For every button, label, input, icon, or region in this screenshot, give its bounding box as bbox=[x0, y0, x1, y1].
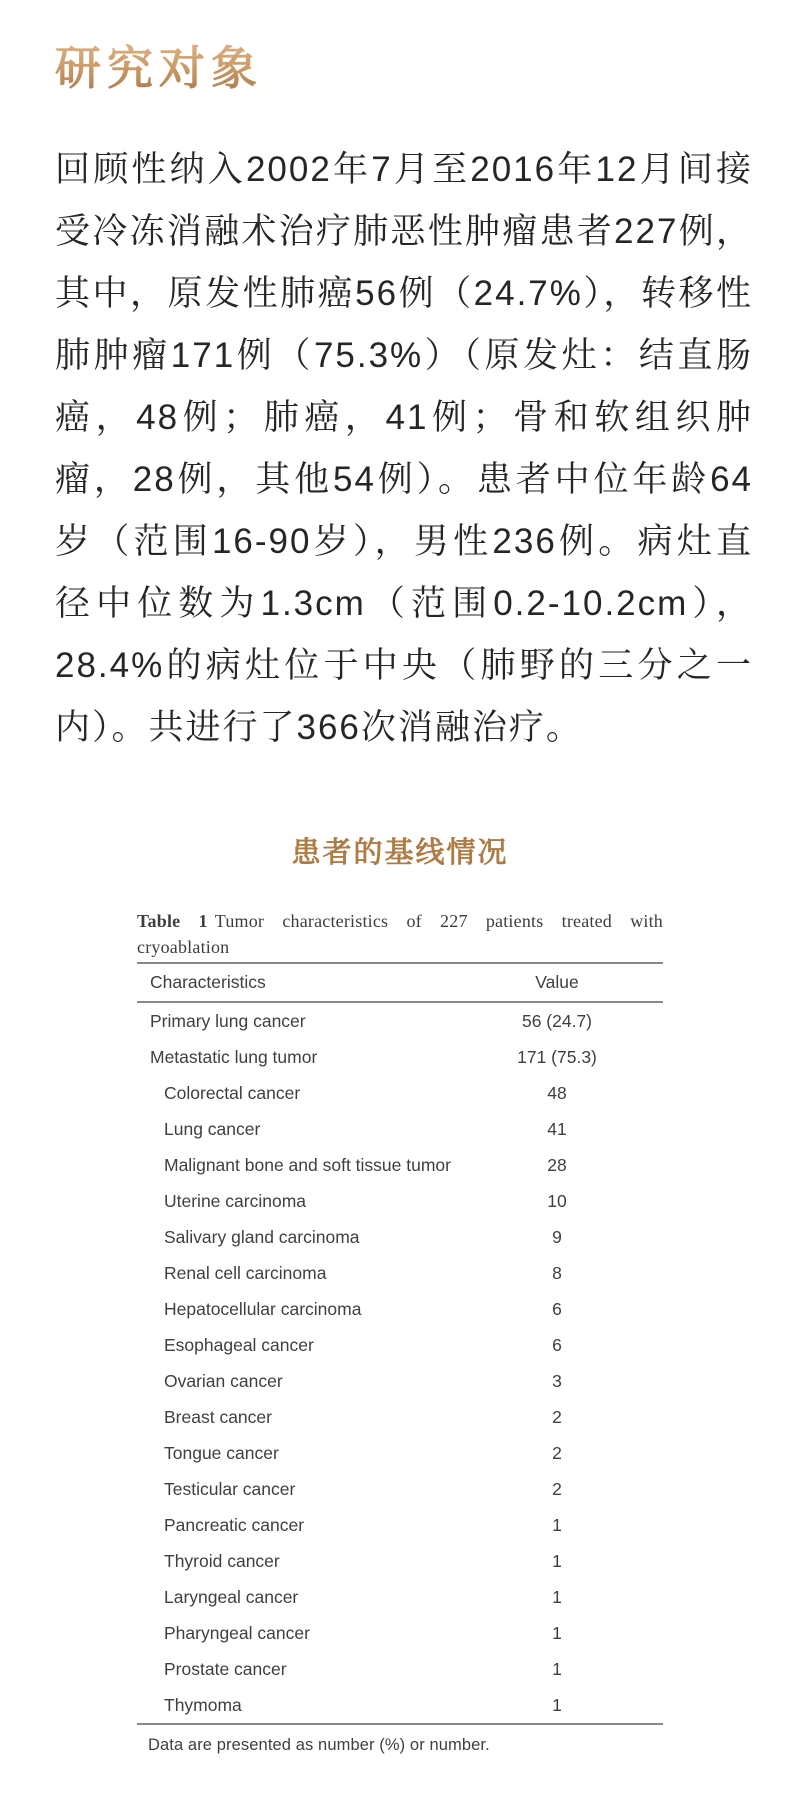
row-value: 6 bbox=[552, 1334, 562, 1355]
table-row bbox=[137, 1003, 663, 1039]
table-caption-label: Table 1 bbox=[137, 911, 208, 931]
table-row bbox=[137, 1687, 663, 1723]
row-label: Uterine carcinoma bbox=[164, 1190, 306, 1211]
table-header-row bbox=[137, 964, 663, 1003]
row-value: 1 bbox=[552, 1514, 562, 1535]
table-caption-text: Tumor characteristics of 227 patients treated with cryoablation bbox=[137, 911, 663, 957]
row-label: Metastatic lung tumor bbox=[150, 1046, 318, 1067]
row-label: Thyroid cancer bbox=[164, 1550, 280, 1571]
table-row bbox=[137, 1651, 663, 1687]
table-row bbox=[137, 1183, 663, 1219]
table-body bbox=[137, 1003, 663, 1725]
table-footnote: Data are presented as number (%) or number. bbox=[148, 1736, 490, 1754]
row-label: Renal cell carcinoma bbox=[164, 1262, 327, 1283]
data-table bbox=[137, 962, 663, 1725]
table-row bbox=[137, 1111, 663, 1147]
row-label: Tongue cancer bbox=[164, 1442, 279, 1463]
row-value: 41 bbox=[547, 1118, 567, 1139]
row-label: Ovarian cancer bbox=[164, 1370, 283, 1391]
row-label: Malignant bone and soft tissue tumor bbox=[164, 1154, 451, 1175]
table-row bbox=[137, 1543, 663, 1579]
row-label: Breast cancer bbox=[164, 1406, 272, 1427]
row-label: Pharyngeal cancer bbox=[164, 1622, 310, 1643]
row-label: Testicular cancer bbox=[164, 1478, 296, 1499]
row-value: 6 bbox=[552, 1298, 562, 1319]
row-value: 2 bbox=[552, 1406, 562, 1427]
table-row bbox=[137, 1219, 663, 1255]
table-row bbox=[137, 1507, 663, 1543]
table-row bbox=[137, 1255, 663, 1291]
row-label: Hepatocellular carcinoma bbox=[164, 1298, 362, 1319]
table-row bbox=[137, 1327, 663, 1363]
table-row bbox=[137, 1471, 663, 1507]
row-label: Lung cancer bbox=[164, 1118, 261, 1139]
row-label: Colorectal cancer bbox=[164, 1082, 301, 1103]
row-value: 56 (24.7) bbox=[521, 1010, 593, 1031]
row-value: 171 (75.3) bbox=[517, 1046, 597, 1067]
row-label: Thymoma bbox=[164, 1694, 242, 1715]
row-label: Salivary gland carcinoma bbox=[164, 1226, 360, 1247]
row-label: Prostate cancer bbox=[164, 1658, 287, 1679]
table-caption bbox=[137, 908, 663, 960]
table-heading: 患者的基线情况 bbox=[291, 837, 509, 869]
table-figure bbox=[137, 908, 663, 1756]
table-row bbox=[137, 1579, 663, 1615]
row-value: 1 bbox=[552, 1694, 562, 1715]
row-value: 1 bbox=[552, 1622, 562, 1643]
row-value: 3 bbox=[552, 1370, 562, 1391]
row-label: Pancreatic cancer bbox=[164, 1514, 305, 1535]
row-value: 2 bbox=[552, 1442, 562, 1463]
row-value: 48 bbox=[547, 1082, 567, 1103]
table-row bbox=[137, 1615, 663, 1651]
column-header-characteristics: Characteristics bbox=[150, 972, 266, 992]
row-label: Primary lung cancer bbox=[150, 1010, 306, 1031]
row-label: Esophageal cancer bbox=[164, 1334, 314, 1355]
table-row bbox=[137, 1039, 663, 1075]
table-row bbox=[137, 1399, 663, 1435]
row-value: 2 bbox=[552, 1478, 562, 1499]
row-value: 28 bbox=[547, 1154, 567, 1175]
table-row bbox=[137, 1147, 663, 1183]
row-label: Laryngeal cancer bbox=[164, 1586, 299, 1607]
table-row bbox=[137, 1075, 663, 1111]
table-row bbox=[137, 1435, 663, 1471]
row-value: 9 bbox=[552, 1226, 562, 1247]
row-value: 1 bbox=[552, 1550, 562, 1571]
article-paragraph: 回顾性纳入2002年7月至2016年12月间接受冷冻消融术治疗肺恶性肿瘤患者227例，其中，原发性肺癌56例（24.7%），转移性肺肿瘤171例（75.3%）（原发灶：结直肠癌，48例；肺癌，41例；骨和软组织肿瘤，28例，其他54例）。患者中位年龄64岁（范围16-90岁），男性236例。病灶直径中位数为1.3cm（范围0.2-10.2cm），28.4%的病灶位于中央（肺野的三分之一内）。共进行了366次消融治疗。 bbox=[55, 150, 753, 747]
row-value: 8 bbox=[552, 1262, 562, 1283]
table-row bbox=[137, 1291, 663, 1327]
table-row bbox=[137, 1363, 663, 1399]
row-value: 1 bbox=[552, 1586, 562, 1607]
row-value: 1 bbox=[552, 1658, 562, 1679]
section-title: 研究对象 bbox=[55, 41, 263, 95]
column-header-value: Value bbox=[535, 972, 579, 992]
row-value: 10 bbox=[547, 1190, 567, 1211]
